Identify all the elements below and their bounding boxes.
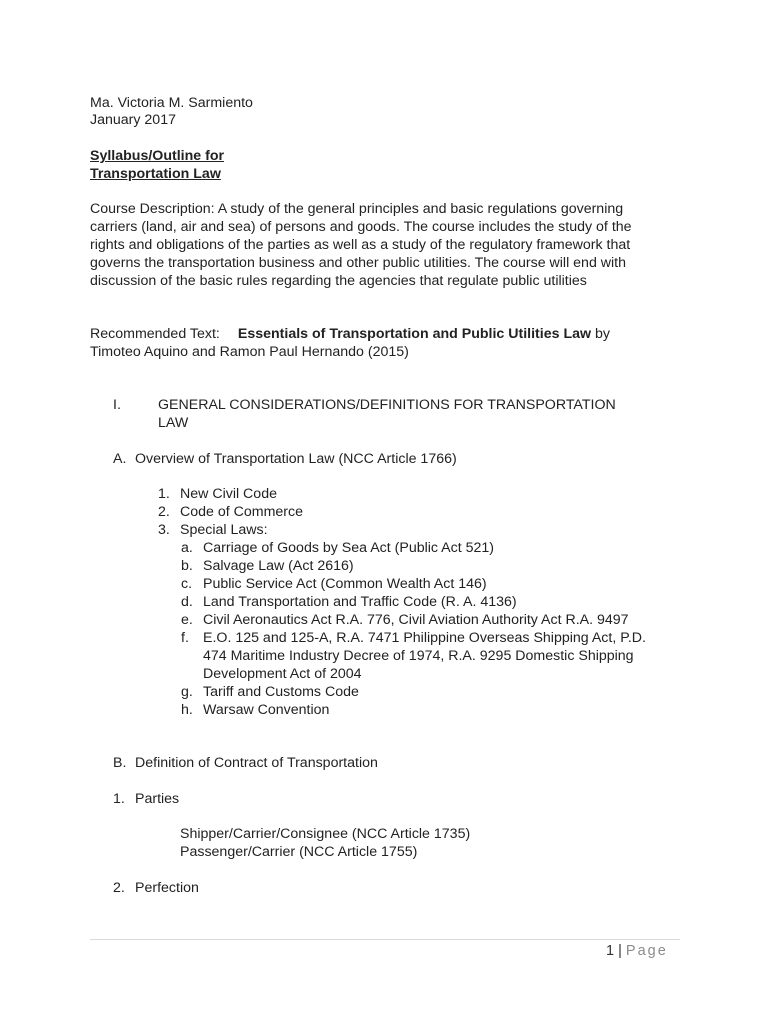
list-item: Code of Commerce	[180, 504, 304, 520]
list-marker: c.	[181, 576, 193, 592]
document-title-line-2: Transportation Law	[90, 166, 221, 182]
list-marker: 1.	[158, 486, 170, 502]
list-marker: g.	[181, 684, 193, 700]
list-item: E.O. 125 and 125-A, R.A. 7471 Philippine Overseas Shipping Act, P.D.	[203, 630, 646, 646]
list-marker: e.	[181, 612, 193, 628]
parties-heading: Parties	[135, 791, 180, 807]
recommended-authors: Timoteo Aquino and Ramon Paul Hernando (2015)	[90, 344, 409, 360]
list-item: Special Laws:	[180, 522, 268, 538]
list-marker: 2.	[113, 880, 125, 896]
document-title-line-1: Syllabus/Outline for	[90, 148, 225, 164]
document-date: January 2017	[90, 112, 176, 128]
footer-divider	[90, 939, 680, 940]
perfection-heading: Perfection	[135, 880, 199, 896]
recommended-label: Recommended Text:	[90, 326, 220, 342]
course-description-line: discussion of the basic rules regarding the agencies that regulate public utilities	[90, 273, 587, 289]
list-marker: 2.	[158, 504, 170, 520]
outline-marker: A.	[113, 451, 127, 467]
parties-line: Passenger/Carrier (NCC Article 1755)	[180, 844, 418, 860]
section-marker: I.	[113, 397, 121, 413]
list-marker: f.	[181, 630, 189, 646]
list-item-continuation: Development Act of 2004	[203, 666, 362, 682]
list-item: Public Service Act (Common Wealth Act 146)	[203, 576, 487, 592]
list-item: Civil Aeronautics Act R.A. 776, Civil Aviation Authority Act R.A. 9497	[203, 612, 629, 628]
course-description-line: Course Description: A study of the general principles and basic regulations governing	[90, 201, 624, 217]
footer-separator: |	[618, 943, 622, 959]
section-heading-line-2: LAW	[158, 415, 189, 431]
list-marker: 1.	[113, 791, 125, 807]
list-item: New Civil Code	[180, 486, 277, 502]
list-item: Carriage of Goods by Sea Act (Public Act 521)	[203, 540, 494, 556]
list-item-continuation: 474 Maritime Industry Decree of 1974, R.A. 9295 Domestic Shipping	[203, 648, 634, 664]
list-marker: d.	[181, 594, 193, 610]
list-marker: a.	[181, 540, 193, 556]
outline-heading-b: Definition of Contract of Transportation	[135, 755, 378, 771]
outline-marker: B.	[113, 755, 127, 771]
list-item: Salvage Law (Act 2616)	[203, 558, 354, 574]
page-word: Page	[625, 943, 668, 959]
list-item: Tariff and Customs Code	[203, 684, 359, 700]
list-marker: h.	[181, 702, 193, 718]
outline-heading-a: Overview of Transportation Law (NCC Article 1766)	[135, 451, 457, 467]
parties-line: Shipper/Carrier/Consignee (NCC Article 1735)	[180, 826, 471, 842]
list-item: Warsaw Convention	[203, 702, 330, 718]
author-name: Ma. Victoria M. Sarmiento	[90, 95, 253, 111]
recommended-by: by	[591, 326, 610, 342]
recommended-book-title: Essentials of Transportation and Public Utilities Law	[237, 326, 592, 342]
list-marker: b.	[181, 558, 193, 574]
list-marker: 3.	[158, 522, 170, 538]
recommended-text	[90, 325, 610, 343]
section-heading-line-1: GENERAL CONSIDERATIONS/DEFINITIONS FOR TRANSPORTATION	[158, 397, 616, 413]
course-description-line: rights and obligations of the parties as well as a study of the regulatory framework that	[90, 237, 631, 253]
list-item: Land Transportation and Traffic Code (R. A. 4136)	[203, 594, 517, 610]
page-number: 1	[606, 943, 615, 959]
page-footer	[606, 942, 668, 960]
course-description-line: carriers (land, air and sea) of persons and goods. The course includes the study of the	[90, 219, 632, 235]
course-description-line: governs the transportation business and other public utilities. The course will end with	[90, 255, 627, 271]
